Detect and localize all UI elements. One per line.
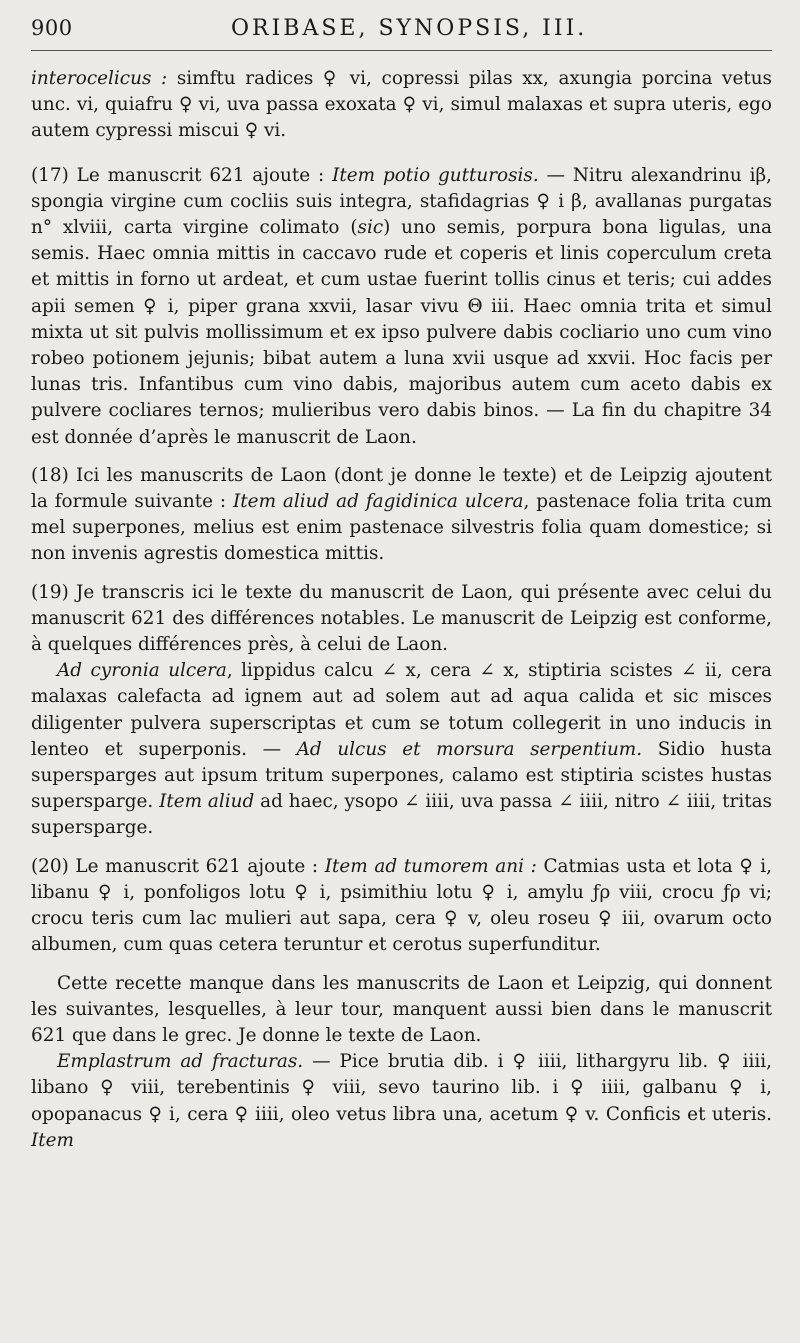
paragraph-note-17 xyxy=(31,163,772,451)
text-run: , pastenace folia trita cum mel superpones, melius est enim pastenace silvestris folia quam domestice; si non invenis agrestis domestica mittis. xyxy=(31,491,772,565)
text-run: Sidio husta supersparges aut ipsum tritum superpones, calamo est stiptiria scistes hustas supersparge. xyxy=(31,738,773,813)
text-run: (18) Ici les manuscrits de Laon (dont je donne le texte) et de Leipzig ajoutent la formule suivante : xyxy=(31,464,772,513)
text-run: (19) Je transcris ici le texte du manuscrit de Laon, qui présente avec celui du manuscrit 621 des différences notables. Le manuscrit de Leipzig est conforme, à quelques différences près, à celui de Laon. xyxy=(31,581,772,656)
text-run: Cette recette manque dans les manuscrits de Laon et Leipzig, qui donnent les suivantes, lesquelles, à leur tour, manquent aussi bien dans le manuscrit 621 que dans le grec. Je donne le texte de Laon. xyxy=(31,972,772,1046)
text-run: , lippidus calcu ∠ x, cera ∠ x, stiptiria scistes ∠ ii, cera malaxas calefacta ad ignem aut ad solem aut ad aqua calida et sic misces diligenter pulvera superscriptas et cum se totum collegerit in uno inducis in lenteo et superponis. — xyxy=(31,660,773,760)
italic-text: Item aliud ad fagidinica ulcera xyxy=(233,491,524,513)
text-run: (17) Le manuscrit 621 ajoute : xyxy=(31,164,333,186)
italic-text: Emplastrum ad fracturas. xyxy=(57,1051,304,1073)
italic-text: sic xyxy=(357,217,384,239)
paragraph-note-19-text xyxy=(31,658,772,841)
paragraph-note-18 xyxy=(31,463,772,568)
italic-text: Ad cyronia ulcera xyxy=(57,660,227,682)
paragraph-emplastrum xyxy=(31,1049,772,1154)
text-run: ad haec, ysopo ∠ iiii, uva passa ∠ iiii, nitro ∠ iiii, tritas supersparge. xyxy=(31,791,772,839)
text-run: (20) Le manuscrit 621 ajoute : xyxy=(31,855,325,877)
paragraph-note-19 xyxy=(31,580,772,659)
text-run: ) uno semis, porpura bona ligulas, una semis. Haec omnia mittis in caccavo rude et coperis et linis coperculum creta et mittis in forno ut ardeat, et cum ustae fuerint tollis cinus et teris; cui addes apii semen ♀ i, piper grana xxvii, lasar vivu Θ iii. Haec omnia trita et simul mixta ut sit pulvis mollissimum et ex ipso pulvere dabis cocliario uno cum vino robeo potionem jejunis; bibat autem a luna xvii usque ad xxvii. Hoc facis per lunas tris. Infantibus cum vino dabis, majoribus autem cum aceto dabis ex pulvere cocliares ternos; mulieribus vero dabis binos. — La fin du chapitre 34 est donnée d’après le manuscrit de Laon. xyxy=(31,217,772,448)
text-run: — Nitru alexandrinu iβ, spongia virgine cum cocliis suis integra, stafidagrias ♀ i β, avallanas purgatas n° xlviii, carta virgine colimato ( xyxy=(31,164,772,239)
header-rule xyxy=(31,50,772,51)
italic-text: Item ad tumorem ani : xyxy=(324,855,537,877)
paragraph-continuation xyxy=(31,66,772,145)
italic-text: Item potio gutturosis. xyxy=(332,164,539,186)
italic-text: Ad ulcus et morsura serpentium. xyxy=(296,738,643,760)
page-number: 900 xyxy=(31,16,73,40)
text-run: — Pice brutia dib. i ♀ iiii, lithargyru lib. ♀ iiii, libano ♀ viii, terebentinis ♀ viii, sevo taurino lib. i ♀ iiii, galbanu ♀ i, opopanacus ♀ i, cera ♀ iiii, oleo vetus libra una, acetum ♀ v. Conficis et uteris. xyxy=(31,1051,772,1125)
italic-text: Item aliud xyxy=(159,791,255,813)
running-head: ORIBASE, SYNOPSIS, III. xyxy=(231,16,588,41)
text-run: simftu radices ♀ vi, copressi pilas xx, axungia porcina vetus unc. vi, quiafru ♀ vi, uva passa exoxata ♀ vi, simul malaxas et supra uteris, ego autem cypressi miscui ♀ vi. xyxy=(31,68,772,142)
paragraph-laon-intro xyxy=(31,971,772,1050)
italic-text: interocelicus : xyxy=(31,68,168,89)
italic-text: Item xyxy=(31,1129,74,1151)
page-body xyxy=(31,66,772,1154)
page-header xyxy=(31,12,772,52)
text-run: Catmias usta et lota ♀ i, libanu ♀ i, ponfoligos lotu ♀ i, psimithiu lotu ♀ i, amylu ƒρ viii, crocu ƒρ vi; crocu teris cum lac mulieri aut sapa, cera ♀ v, oleu roseu ♀ iii, ovarum octo albumen, cum quas cetera teruntur et cerotus superfunditur. xyxy=(31,855,772,956)
paragraph-note-20 xyxy=(31,854,772,959)
